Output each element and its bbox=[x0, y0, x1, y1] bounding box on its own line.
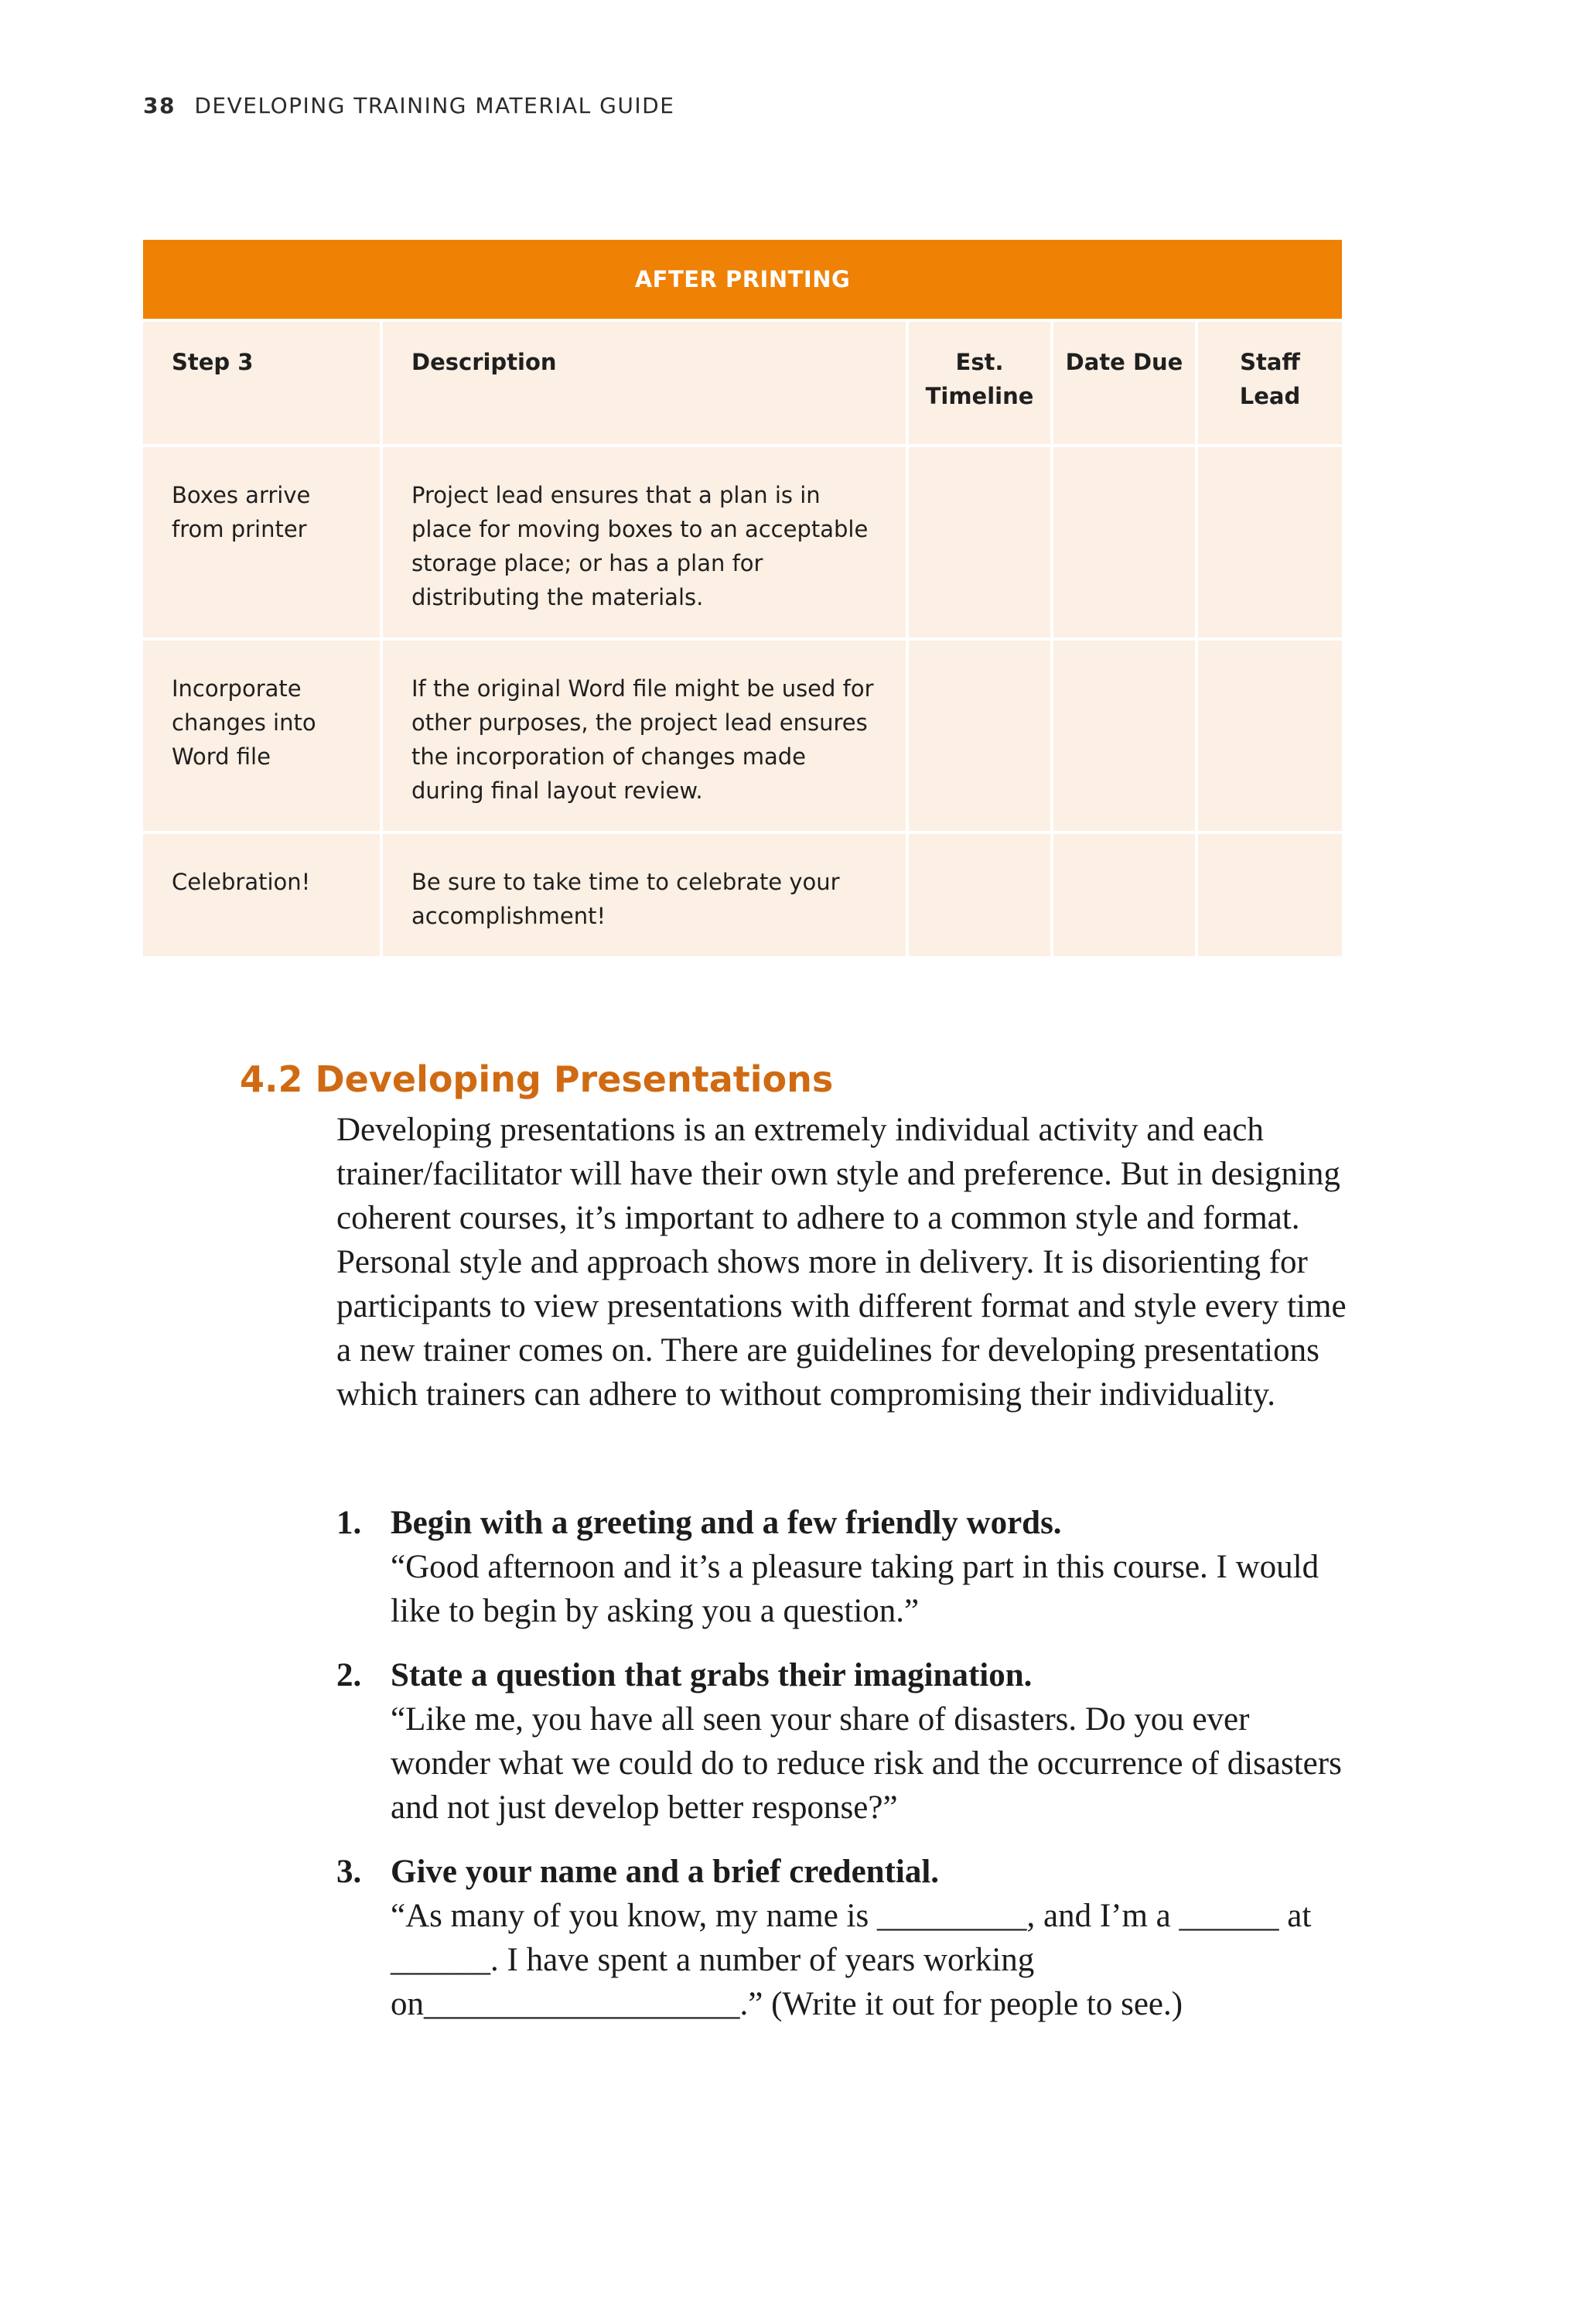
list-item-quote: “Good afternoon and it’s a pleasure taking part in this course. I would like to begin by asking you a question.” bbox=[391, 1549, 1319, 1629]
section-heading bbox=[240, 1058, 833, 1100]
table-header-row bbox=[143, 319, 1342, 444]
running-header bbox=[143, 93, 674, 118]
list-item bbox=[336, 1850, 1357, 2026]
column-header-staff-lead: Staff Lead bbox=[1198, 322, 1342, 444]
page-number: 38 bbox=[143, 93, 176, 118]
section-title: Developing Presentations bbox=[315, 1058, 834, 1100]
table-banner: AFTER PRINTING bbox=[143, 240, 1342, 319]
section-number: 4.2 bbox=[240, 1058, 303, 1100]
description-cell: Project lead ensures that a plan is in place for moving boxes to an acceptable storage place; or has a plan for distributing the materials. bbox=[383, 447, 909, 637]
list-item-title: Begin with a greeting and a few friendly words. bbox=[391, 1505, 1062, 1541]
list-item-title: State a question that grabs their imagination. bbox=[391, 1657, 1033, 1693]
list-item-number: 3. bbox=[336, 1854, 362, 1890]
timeline-cell bbox=[909, 641, 1053, 831]
column-header-description: Description bbox=[383, 322, 909, 444]
column-header-timeline: Est. Timeline bbox=[909, 322, 1053, 444]
step-cell: Celebration! bbox=[143, 834, 383, 956]
description-cell: Be sure to take time to celebrate your accomplishment! bbox=[383, 834, 909, 956]
timeline-cell bbox=[909, 834, 1053, 956]
intro-paragraph: Developing presentations is an extremely individual activity and each trainer/facilitator will have their own style and preference. But in designing coherent courses, it’s important to adhere to a common style and format. Personal style and approach shows more in delivery. It is disorienting for participants to view presentations with different format and style every time a new trainer comes on. There are guidelines for developing presentations which trainers can adhere to without compromising their individuality. bbox=[336, 1112, 1347, 1413]
staff-lead-cell bbox=[1198, 641, 1342, 831]
date-due-cell bbox=[1053, 447, 1198, 637]
description-cell: If the original Word file might be used for other purposes, the project lead ensures the incorporation of changes made during final layout review. bbox=[383, 641, 909, 831]
list-item bbox=[336, 1653, 1357, 1830]
list-item-quote: “Like me, you have all seen your share of disasters. Do you ever wonder what we could do to reduce risk and the occurrence of disasters and not just develop better response?” bbox=[391, 1701, 1342, 1826]
step-cell: Boxes arrive from printer bbox=[143, 447, 383, 637]
intro-paragraph-block bbox=[336, 1108, 1357, 1417]
list-item-quote: “As many of you know, my name is _________, and I’m a ______ at ______. I have spent a number of years working on___________________.” (Write it out for people to see.) bbox=[391, 1898, 1312, 2022]
table-row bbox=[143, 637, 1342, 831]
step-cell: Incorporate changes into Word file bbox=[143, 641, 383, 831]
staff-lead-cell bbox=[1198, 834, 1342, 956]
column-header-date-due: Date Due bbox=[1053, 322, 1198, 444]
after-printing-table bbox=[143, 240, 1342, 956]
table-row bbox=[143, 444, 1342, 637]
guideline-list bbox=[336, 1501, 1357, 2046]
list-item bbox=[336, 1501, 1357, 1633]
list-item-title: Give your name and a brief credential. bbox=[391, 1854, 940, 1890]
date-due-cell bbox=[1053, 641, 1198, 831]
column-header-step: Step 3 bbox=[143, 322, 383, 444]
timeline-cell bbox=[909, 447, 1053, 637]
staff-lead-cell bbox=[1198, 447, 1342, 637]
list-item-number: 2. bbox=[336, 1657, 362, 1693]
list-item-number: 1. bbox=[336, 1505, 362, 1541]
table-row bbox=[143, 831, 1342, 956]
date-due-cell bbox=[1053, 834, 1198, 956]
running-title: DEVELOPING TRAINING MATERIAL GUIDE bbox=[194, 93, 675, 118]
